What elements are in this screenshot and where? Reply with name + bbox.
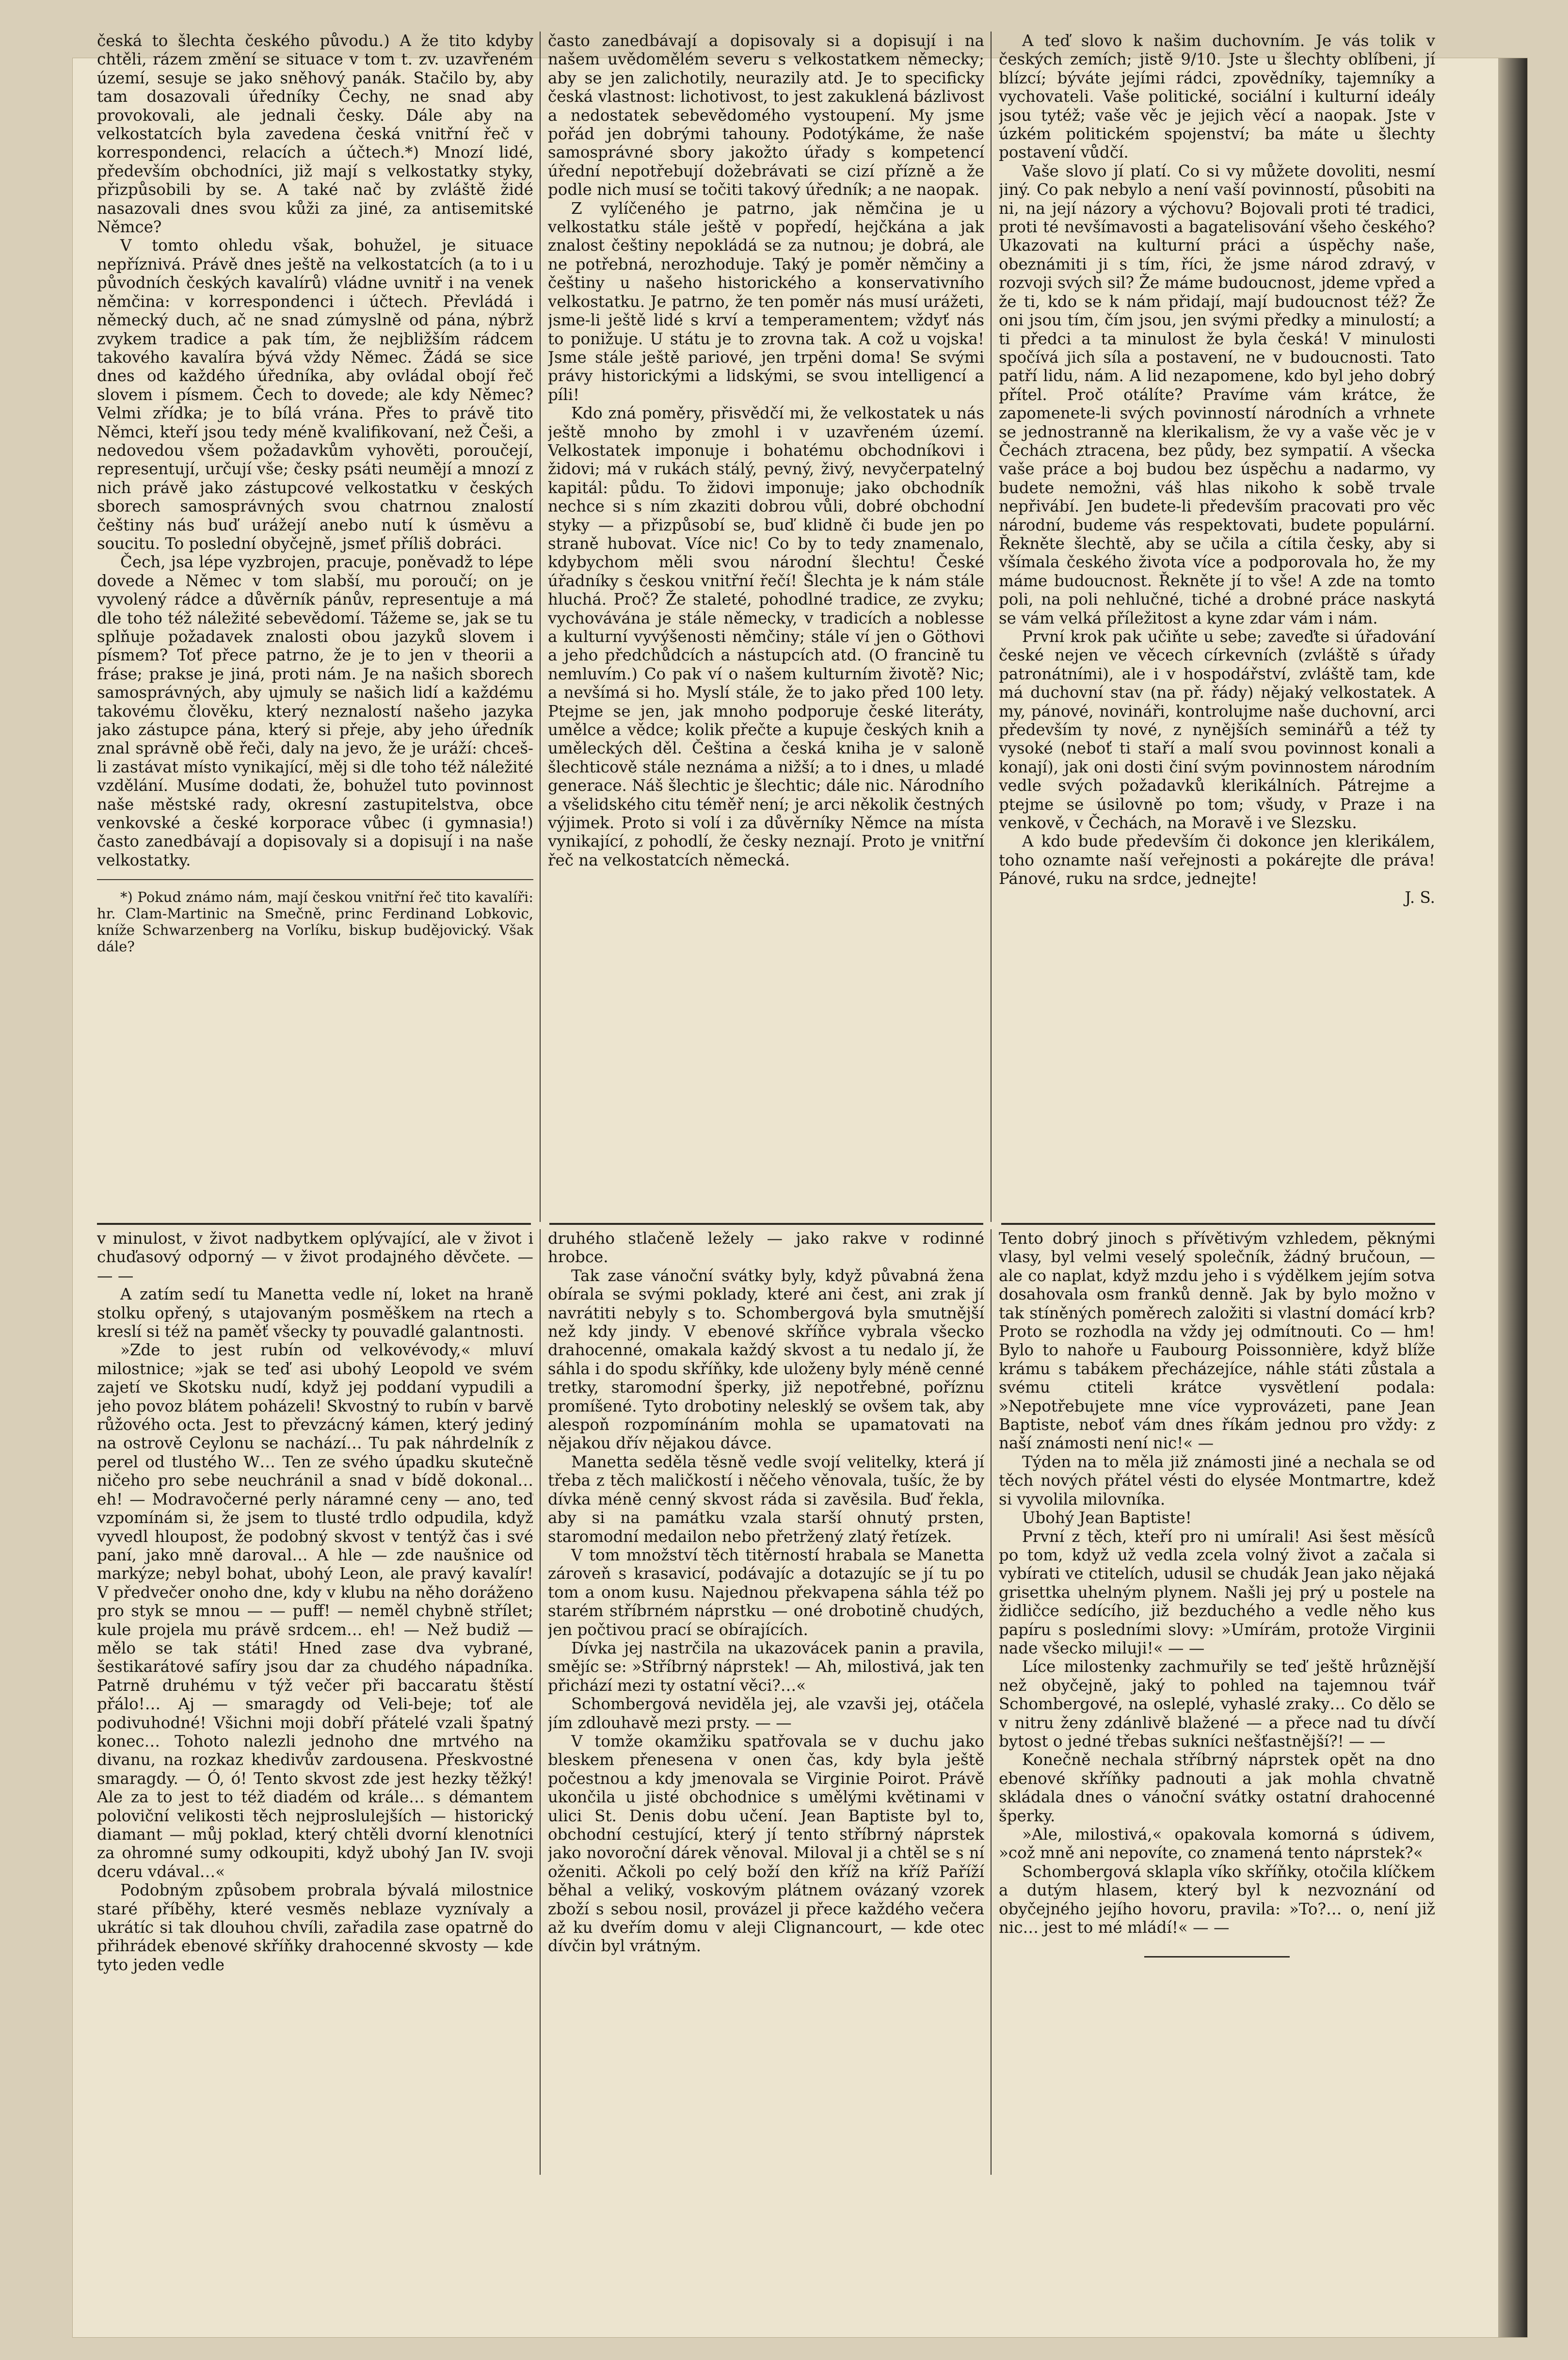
story-paragraph: Týden na to měla již známosti jiné a nechala se od těch nových přátel vésti do elysée Montmartre, kdež si vyvolila milovníka. [999,1452,1435,1509]
footnote [97,879,533,955]
story-paragraph: Schombergová sklapla víko skříňky, otočila klíčkem a dutým hlasem, který byl k nezvoznání od obyčejného jejího hovoru, pravila: »To?… o, není již nic… jest to mé mládí!« — — [999,1862,1435,1937]
end-rule [1144,1956,1290,1958]
feuilleton-column-1 [97,1229,533,2175]
section-divider [549,1223,983,1225]
story-paragraph: Tak zase vánoční svátky byly, když půvabná žena obírala se svými poklady, které ani čest, ani zrak jí navrátiti nebyly s to. Schombergová byla smutnější než kdy jindy. V ebenové skříňce vybrala všecko drahocenné, omakala každý skvost a tu nedalo jí, že sáhla i do spodu skříňky, kde uloženy byly méně cenné tretky, staromodní šperky, již nepotřebné, poříznu promíšené. Tyto drobotiny nelesklý se ovšem tak, aby alespoň rozpomínáním mohla se upamatovati na nějakou dřív nějakou dávce. [548,1266,984,1453]
column-rule [991,32,992,1222]
story-paragraph: Manetta seděla těsně vedle svojí velitelky, která jí třeba z těch maličkostí i něčeho věnovala, tušíc, že by dívka méně cenný skvost ráda si zavěsila. Buď řekla, aby si na památku vzala starší ohnutý prsten, staromodní medailon nebo přetržený zlatý řetízek. [548,1452,984,1546]
story-paragraph: V tomže okamžiku spatřovala se v duchu jako bleskem přenesena v onen čas, kdy byla ještě počestnou a kdy jmenovala se Virginie Poirot. Právě ukončila u jisté obchodnice s umělými květinami v ulici St. Denis dobu učení. Jean Baptiste byl to, obchodní cestující, který jí tento stříbrný náprstek jako novoroční dárek věnoval. Miloval ji a chtěl se s ní oženiti. Ačkoli po celý boží den kříž na kříž Paříží běhal a veliký, voskovým plátnem ovázaný vzorek zboží s sebou nosil, provázel ji přece každého večera až ku dveřím domu v aleji Clignancourt, — kde otec dívčin byl vrátným. [548,1732,984,1956]
story-paragraph: Schombergová neviděla jej, ale vzavši jej, otáčela jím zdlouhavě mezi prsty. — — [548,1695,984,1732]
story-paragraph: Konečně nechala stříbrný náprstek opět na dno ebenové skříňky padnouti a jak mohla chvatně skládala dnes o vánoční svátky ostatní drahocenné šperky. [999,1750,1435,1825]
article-paragraph: V tomto ohledu však, bohužel, je situace nepříznivá. Právě dnes ještě na velkostatcích (a to i u původních českých kavalírů) vládne uvnitř i na venek němčina: v korrespondenci i účtech. Převládá i německý duch, ač ne snad zúmyslně od pána, nýbrž zvykem tradice a pak tím, že nejbližším rádcem takového kavalíra bývá vždy Němec. Žádá se sice dnes od každého úředníka, aby ovládal obojí řeč slovem i písmem. Čech to dovede; ale kdy Němec? Velmi zřídka; je to bílá vrána. Přes to právě tito Němci, kteří jsou tedy méně kvalifikovaní, než Češi, a nedovedou všem požadavkům vyhověti, poroučejí, representují, určují vše; česky psáti neumějí a mnozí z nich právě jako zástupcové velkostatku v českých sborech samosprávných svou chatrnou znalostí češtiny nás buď urážejí anebo nutí k úsměvu a soucitu. To poslední obyčejně, jsmeť příliš dobráci. [97,236,533,553]
story-paragraph: V tom množství těch titěrností hrabala se Manetta zároveň s krasavicí, podávajíc a dotazujíc se jí tu po tom a onom kusu. Najednou překvapena sáhla též po starém stříbrném náprstku — oné drobotině chudých, jen počtivou prací se obírajících. [548,1545,984,1639]
story-paragraph: druhého stlačeně ležely — jako rakve v rodinné hrobce. [548,1229,984,1267]
story-paragraph: Líce milostenky zachmuřily se teď ještě hrůznější než obyčejně, jaký to pohled na tajemnou tvář Schombergové, na osleplé, vyhaslé zraky… Co dělo se v nitru ženy zdánlivě blažené — a přece nad tu dívčí bytost o jedné třebas sukníci nešťastnější?! — — [999,1657,1435,1750]
story-paragraph: »Zde to jest rubín od velkovévody,« mluví milostnice; »jak se teď asi ubohý Leopold ve svém zajetí ve Skotsku nudí, když jej poddaní vypudili a jeho povoz blátem poházeli! Skvostný to rubín v barvě růžového octa. Jest to převzácný kámen, který jediný na ostrově Ceylonu se nachází… Tu pak náhrdelník z perel od tlustého W… Ten ze svého úpadku skutečně ničeho pro sebe neuchránil a snad v bídě dokonal… eh! — Modravočerné perly náramné ceny — ano, teď vzpomínám si, že jsem to tlusté trdlo odpudila, když vyvedl hloupost, že podobný skvost v tentýž čas i své paní, jako mně daroval… A hle — zde naušnice od markýze; nebyl bohat, ubohý Leon, ale pravý kavalír! V předvečer onoho dne, kdy v klubu na něho doráženo pro styk se mnou — — puff! — neměl chybně střílet; kule projela mu právě srdcem… eh! — Než budiž — mělo se tak státi! Hned zase dva vybrané, šestikarátové safíry jsou dar za chudého nápadníka. Patrně druhému v týž večer při baccaratu štěstí přálo!… Aj — smaragdy od Veli-beje; toť ale podivuhodné! Všichni moji dobří přátelé vzali špatný konec… Tohoto nalezli jednoho dne mrtvého na divanu, na rozkaz khedivův zardousena. Přeskvostné smaragdy. — Ó, ó! Tento skvost zde jest hezky těžký! Ale za to jest to též diadém od krále… s démantem poloviční velikosti těch nejproslulejších — historický diamant — můj poklad, který chtěli dvorní klenotníci za ohromné sumy odkoupiti, když ubohý Jan IV. svoji dceru vdával…« [97,1341,533,1881]
section-divider [97,1223,531,1225]
section-divider [1001,1223,1435,1225]
article-paragraph: První krok pak učiňte u sebe; zaveďte si úřadování české nejen ve věcech církevních (zvláště s úřady patronátními), ale i v hospodářství, zvláště tam, kde má duchovní stav (na př. řády) nějaký velkostatek. A my, pánové, novináři, kontrolujme naše duchovní, arci především ty nové, z nynějších seminářů a též ty vysoké (neboť ti staří a malí svou povinnost konali a konají), jak oni dosti činí svým povinnostem národním vedle svých požadavků klerikálních. Pátrejme a ptejme se úsilovně po tom; všudy, v Praze i na venkově, v Čechách, na Moravě i ve Slezsku. [999,627,1435,833]
story-paragraph: Dívka jej nastrčila na ukazovácek panin a pravila, smějíc se: »Stříbrný náprstek! — Ah, milostivá, jak ten přichází mezi ty ostatní věci?…« [548,1638,984,1695]
page-binding-shadow [1498,58,1527,2337]
article-paragraph: často zanedbávají a dopisovaly si a dopisují i na našem uvědomělém severu s velkostatkem německy; aby se jen zalichotily, neurazily atd. Je to specificky česká vlastnost: lichotivost, to jest zakuklená bázlivost a nedostatek sebevědomého vystoupení. My jsme pořád jen dobrými tahouny. Podotýkáme, že naše samosprávné sbory jakožto úřady s kompetencí úřední nepotřebují dožebrávati se cizí přízně a že podle nich musí se točiti takový úředník; a ne naopak. [548,32,984,199]
feuilleton-section [97,1229,1435,2175]
story-paragraph: Ubohý Jean Baptiste! [1022,1509,1192,1527]
author-signature: J. S. [1405,888,1435,907]
column-rule [540,1229,541,2175]
column-rule [540,32,541,1222]
article-column-3 [999,32,1435,1222]
article-paragraph: Vaše slovo jí platí. Co si vy můžete dovoliti, nesmí jiný. Co pak nebylo a není vaší povinností, působiti na ni, na její názory a výchovu? Bojovali proti té tradici, proti té nevšímavosti a bagatelisování všeho českého? Ukazovati na kulturní práci a úspěchy naše, obeznámiti ji s tím, říci, že jsme národ zdravý, v rozvoji svých sil? Že máme budoucnost, jdeme vpřed a že ti, kdo se k nám přidají, mají budoucnost též? Že oni jsou tím, čím jsou, jen svými předky a minulostí; a ti předci a ta minulost že byla česká! V minulosti spočívá jich síla a postavení, ne v budoucnosti. Tato patří lidu, nám. A lid nezapomene, kdo byl jeho dobrý přítel. Proč otálíte? Pravíme vám krátce, že zapomenete-li svých povinností národních a vrhnete se jednostranně na klerikalism, že vy a vaše věc je v Čechách ztracena, bez půdy, bez sympatií. A všecka vaše práce a boj budou bez úspěchu a nadarmo, vy budete nemožni, váš hlas nikoho k sobě trvale nepřivábí. Jen budete-li především pracovati pro věc národní, budeme vás respektovati, budete populární. Řekněte šlechtě, aby se učila a cítila česky, aby si všímala českého života více a podporovala ho, že my máme budoucnost. Řekněte jí to vše! A zde na tomto poli, na poli nehlučné, tiché a drobné práce naskytá se vám velká příležitost a kyne zdar vám i nám. [999,161,1435,627]
article-paragraph: A kdo bude především či dokonce jen klerikálem, toho oznamte naší veřejnosti a pokárejte dle práva! Pánové, ruku na srdce, jednejte! [999,832,1435,888]
story-paragraph: A zatím sedí tu Manetta vedle ní, loket na hraně stolku opřený, s utajovaným posměškem na rtech a kreslí si též na paměť všecky ty pouvadlé galantnosti. [97,1285,533,1341]
article-section [97,32,1435,1222]
story-paragraph: První z těch, kteří pro ni umírali! Asi šest měsíců po tom, když už vedla zcela volný život a začala si vybírati ve ctitelích, udusil se chudák Jean jako nějaká grisettka uhelným plynem. Našli jej prý u postele na židličce sedícího, již bezduchého a vedle něho kus papíru s posledními slovy: »Umírám, protože Virginii nade všecko miluji!« — — [999,1527,1435,1657]
story-paragraph: »Ale, milostivá,« opakovala komorná s údivem, »což mně ani nepovíte, co znamená tento náprstek?« [999,1825,1435,1862]
story-paragraph: Tento dobrý jinoch s přívětivým vzhledem, pěknými vlasy, byl velmi veselý společník, žádný bručoun, — ale co naplat, když mzdu jeho i s výdělkem jejím sotva dosahovala osm franků denně. Jak by bylo možno v tak stíněných poměrech založiti si vlastní domácí krb? Proto se rozhodla na vždy jej odmítnouti. Co — hm! Bylo to nahoře u Faubourg Poissonnière, když blíže krámu s tabákem přecházejíce, náhle státi zůstala a svému ctiteli krátce vysvětlení podala: »Nepotřebujete mne více vyprovázeti, pane Jean Baptiste, neboť vám dnes říkám jednou pro vždy: z naší známosti není nic!« — [999,1229,1435,1453]
article-paragraph: česká to šlechta českého původu.) A že tito kdyby chtěli, rázem změní se situace v tom t. zv. uzavřeném území, sesuje se jako sněhový panák. Stačilo by, aby tam dosazovali úředníky Čechy, ne snad aby provokovali, ale jednali česky. Dále aby na velkostatcích byla zavedena česká vnitřní řeč v korrespondenci, relacích a účtech.*) Mnozí lidé, především obchodníci, již mají s velkostatky styky, přizpůsobili by se. A také nač by zvláště židé nasazovali dnes svou kůži za jiné, za antisemitské Němce? [97,32,533,237]
story-paragraph: v minulost, v život nadbytkem oplývající, ale v život i chuďasový odporný — v život prodajného děvčete. — — — [97,1229,533,1285]
article-paragraph: Čech, jsa lépe vyzbrojen, pracuje, poněvadž to lépe dovede a Němec v tom slabší, mu poroučí; on je vyvolený rádce a důvěrník pánův, representuje a má dle toho též náležité sebevědomí. Tážeme se, jak se tu splňuje požadavek znalosti obou jazyků slovem i písmem? Toť přece patrno, že je to jen v theorii a fráse; prakse je jiná, proti nám. Je na našich sborech samosprávných, aby ujmuly se našich lidí a každému takovému člověku, který neznalostí našeho jazyka jako zástupce pána, který si přeje, aby jeho úředník znal správně obě řeči, daly na jevo, že je uráží: chceš-li zastávat místo vynikající, měj si dle toho též náležité vzdělání. Musíme dodati, že, bohužel tuto povinnost naše městské rady, okresní zastupitelstva, obce venkovské a české korporace vůbec (i gymnasia!) často zanedbávají a dopisovaly si a dopisují i na naše velkostatky. [97,553,533,869]
article-column-1 [97,32,533,1222]
article-paragraph: Z vylíčeného je patrno, jak němčina je u velkostatku stále ještě v popředí, hejčkána a jak znalost češtiny nepokládá se za nutnou; je dobrá, ale ne potřebná, nerozhoduje. Taký je poměr němčiny a češtiny u našeho historického a konservativního velkostatku. Je patrno, že ten poměr nás musí urážeti, jsme-li ještě lidé s krví a temperamentem; vždyť nás to ponižuje. U státu je to zrovna tak. A což u vojska! Jsme stále ještě pariové, jen trpěni doma! Se svými právy historickými a lidskými, se svou intelligencí a píli! [548,199,984,404]
story-paragraph: Podobným způsobem probrala bývalá milostnice staré příběhy, které vesměs neblaze vyznívaly a ukrátíc si tak dlouhou chvíli, zařadila zase opatrně do přihrádek ebenové skříňky drahocenné skvosty — kde tyto jeden vedle [97,1881,533,1974]
column-rule [991,1229,992,2175]
footnote-text: *) Pokud známo nám, mají českou vnitřní řeč tito kavalíři: hr. Clam-Martinic na Smečně, princ Ferdinand Lobkovic, kníže Schwarzenberg na Vorlíku, biskup budějovický. Však dále? [97,889,533,955]
article-column-2 [548,32,984,1222]
feuilleton-column-3 [999,1229,1435,2175]
article-paragraph: Kdo zná poměry, přisvědčí mi, že velkostatek u nás ještě mnoho by zmohl i v uzavřeném území. Velkostatek imponuje i bohatému obchodníkovi i židovi; má v rukách stálý, pevný, živý, nevyčerpatelný kapitál: půdu. To židovi imponuje; jako obchodník nechce si s ním zkaziti dobrou vůli, dobré obchodní styky — a přizpůsobí se, buď klidně či bude jen po straně hubovat. Více nic! Co by to tedy znamenalo, kdybychom měli svou národní šlechtu! České úřadníky s českou vnitřní řečí! Šlechta je k nám stále hluchá. Proč? Že staleté, pohodlné tradice, ze zvyku; vychovávána je stále německy, v tradicích a noblesse a kulturní vyvýšenosti němčiny; stále ví jen o Göthovi a jeho předchůdcích a nástupcích atd. (O francině tu nemluvím.) Co pak ví o našem kulturním životě? Nic; a nevšímá si ho. Myslí stále, že to jako před 100 lety. Ptejme se jen, jak mnoho podporuje české literáty, umělce a vědce; kolik přečte a kupuje českých knih a uměleckých děl. Čeština a česká kniha je v saloně šlechticově stále neznáma a nižší; a to i dnes, u mladé generace. Náš šlechtic je šlechtic; dále nic. Národního a všelidského citu téměř není; je arci několik čestných výjimek. Proto si volí i za důvěrníky Němce na místa vynikající, z pohodlí, že česky neznají. Proto je vnitřní řeč na velkostatcích německá. [548,404,984,869]
article-paragraph: A teď slovo k našim duchovním. Je vás tolik v českých zemích; jistě 9/10. Jste u šlechty oblíbeni, jí blízcí; býváte jejími rádci, zpovědníky, tajemníky a vychovateli. Vaše politické, sociální i kulturní ideály jsou tytéž; vaše věc je jejich věcí a naopak. Jste v úzkém politickém spojenství; ba máte u šlechty postavení vůdčí. [999,32,1435,162]
feuilleton-column-2 [548,1229,984,2175]
